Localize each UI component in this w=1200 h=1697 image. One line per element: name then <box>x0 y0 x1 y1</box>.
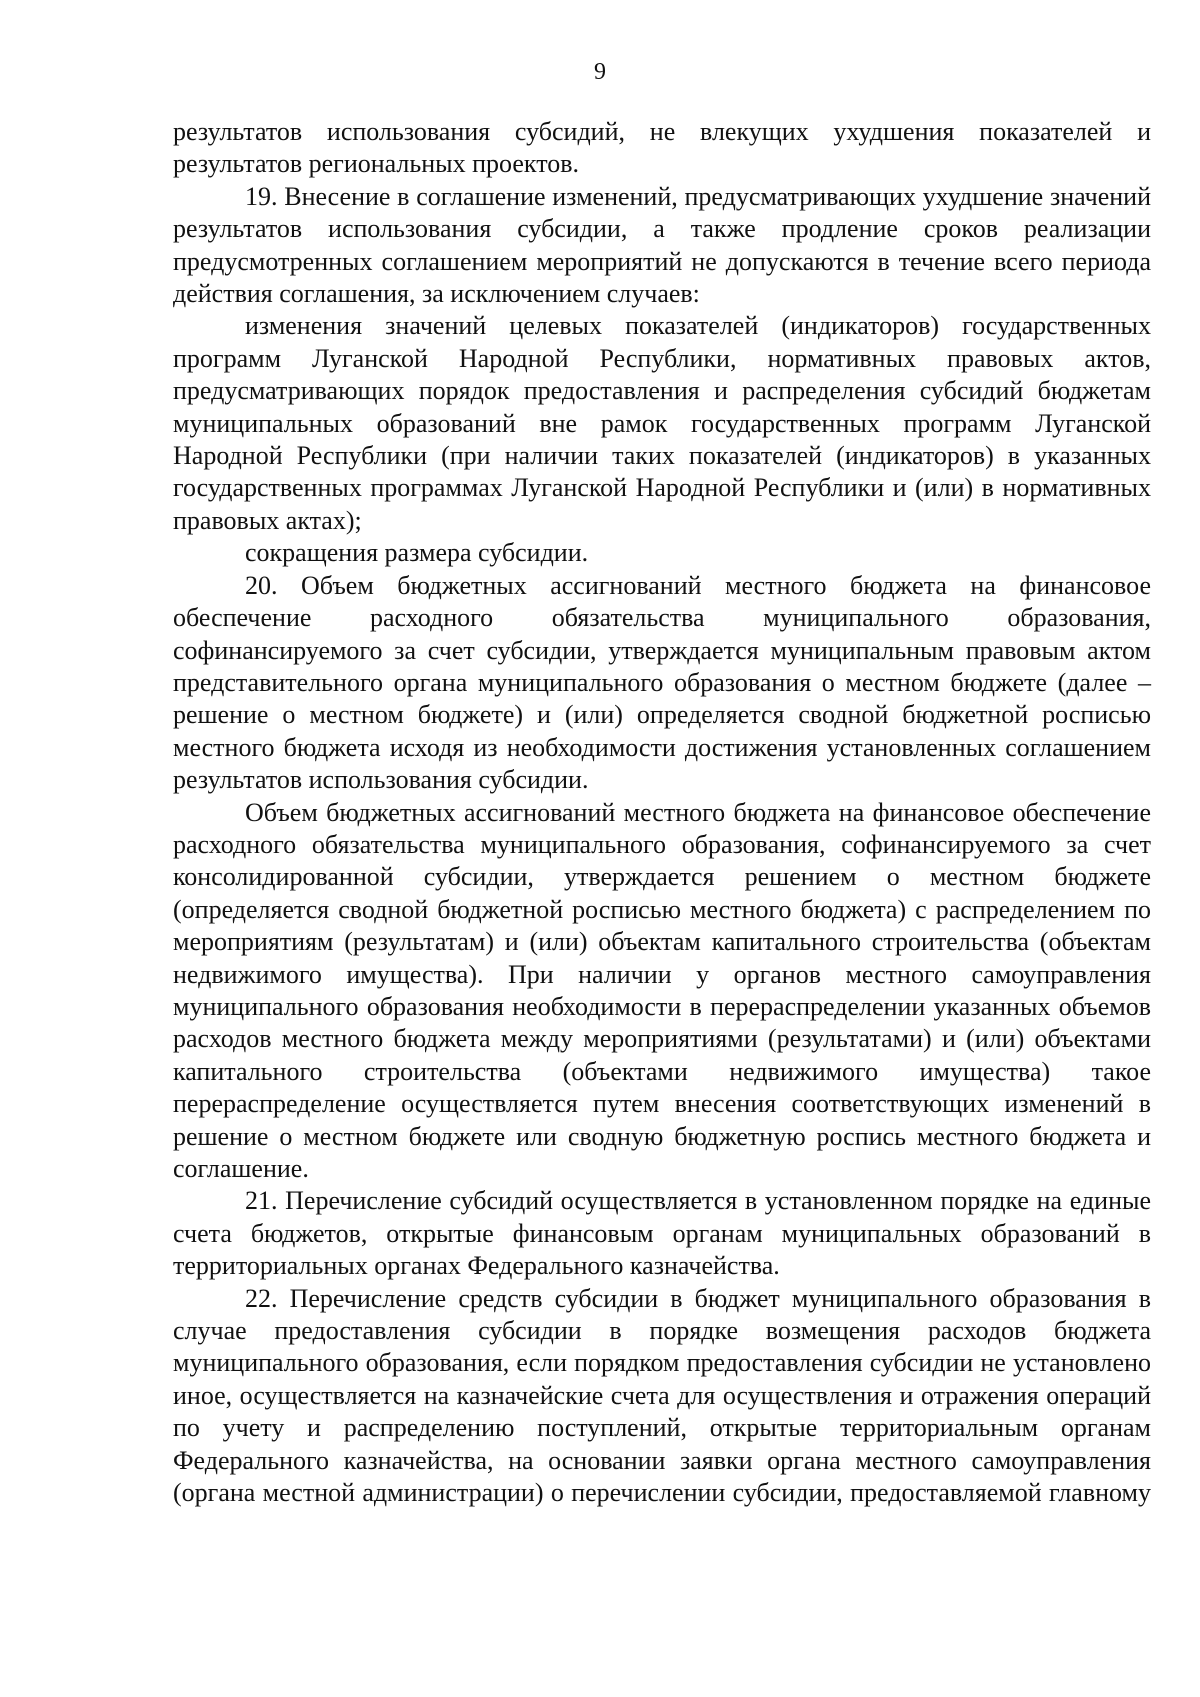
page-number: 9 <box>594 59 606 85</box>
paragraph-continuation: результатов использования субсидий, не влекущих ухудшения показателей и результатов региональных проектов. <box>173 117 1151 179</box>
paragraph-exception-indicators: изменения значений целевых показателей (индикаторов) государственных программ Луганской Народной Республики, нормативных правовых актов, предусматривающих порядок предоставления и распределения субсидий бюджетам муниципальных образований вне рамок государственных программ Луганской Народной Республики (при наличии таких показателей (индикаторов) в указанных государственных программах Луганской Народной Республики и (или) в нормативных правовых актах); <box>173 311 1151 535</box>
paragraph-item-21: 21. Перечисление субсидий осуществляется в установленном порядке на единые счета бюджетов, открытые финансовым органам муниципальных образований в территориальных органах Федерального казначейства. <box>173 1186 1151 1281</box>
paragraph-item-20: 20. Объем бюджетных ассигнований местного бюджета на финансовое обеспечение расходного обязательства муниципального образования, софинансируемого за счет субсидии, утверждается муниципальным правовым актом представительного органа муниципального образования о местном бюджете (далее – решение о местном бюджете) и (или) определяется сводной бюджетной росписью местного бюджета исходя из необходимости достижения установленных соглашением результатов использования субсидии. <box>173 570 1151 795</box>
paragraph-consolidated-subsidy: Объем бюджетных ассигнований местного бюджета на финансовое обеспечение расходного обязательства муниципального образования, софинансируемого за счет консолидированной субсидии, утверждается решением о местном бюджете (определяется сводной бюджетной росписью местного бюджета) с распределением по мероприятиям (результатам) и (или) объектам капитального строительства (объектам недвижимого имущества). При наличии у органов местного самоуправления муниципального образования необходимости в перераспределении указанных объемов расходов местного бюджета между мероприятиями (результатами) и (или) объектами капитального строительства (объектами недвижимого имущества) такое перераспределение осуществляется путем внесения соответствующих изменений в решение о местном бюджете или сводную бюджетную роспись местного бюджета и соглашение. <box>173 797 1151 1183</box>
paragraph-item-22: 22. Перечисление средств субсидии в бюджет муниципального образования в случае предоставления субсидии в порядке возмещения расходов бюджета муниципального образования, если порядком предоставления субсидии не установлено иное, осуществляется на казначейские счета для осуществления и отражения операций по учету и распределению поступлений, открытые территориальным органам Федерального казначейства, на основании заявки органа местного самоуправления (органа местной администрации) о перечислении субсидии, предоставляемой главному <box>173 1283 1151 1508</box>
paragraph-item-19: 19. Внесение в соглашение изменений, предусматривающих ухудшение значений результатов использования субсидии, а также продление сроков реализации предусмотренных соглашением мероприятий не допускаются в течение всего периода действия соглашения, за исключением случаев: <box>173 181 1151 309</box>
document-body <box>173 116 1151 1509</box>
paragraph-exception-reduction: сокращения размера субсидии. <box>245 538 589 568</box>
